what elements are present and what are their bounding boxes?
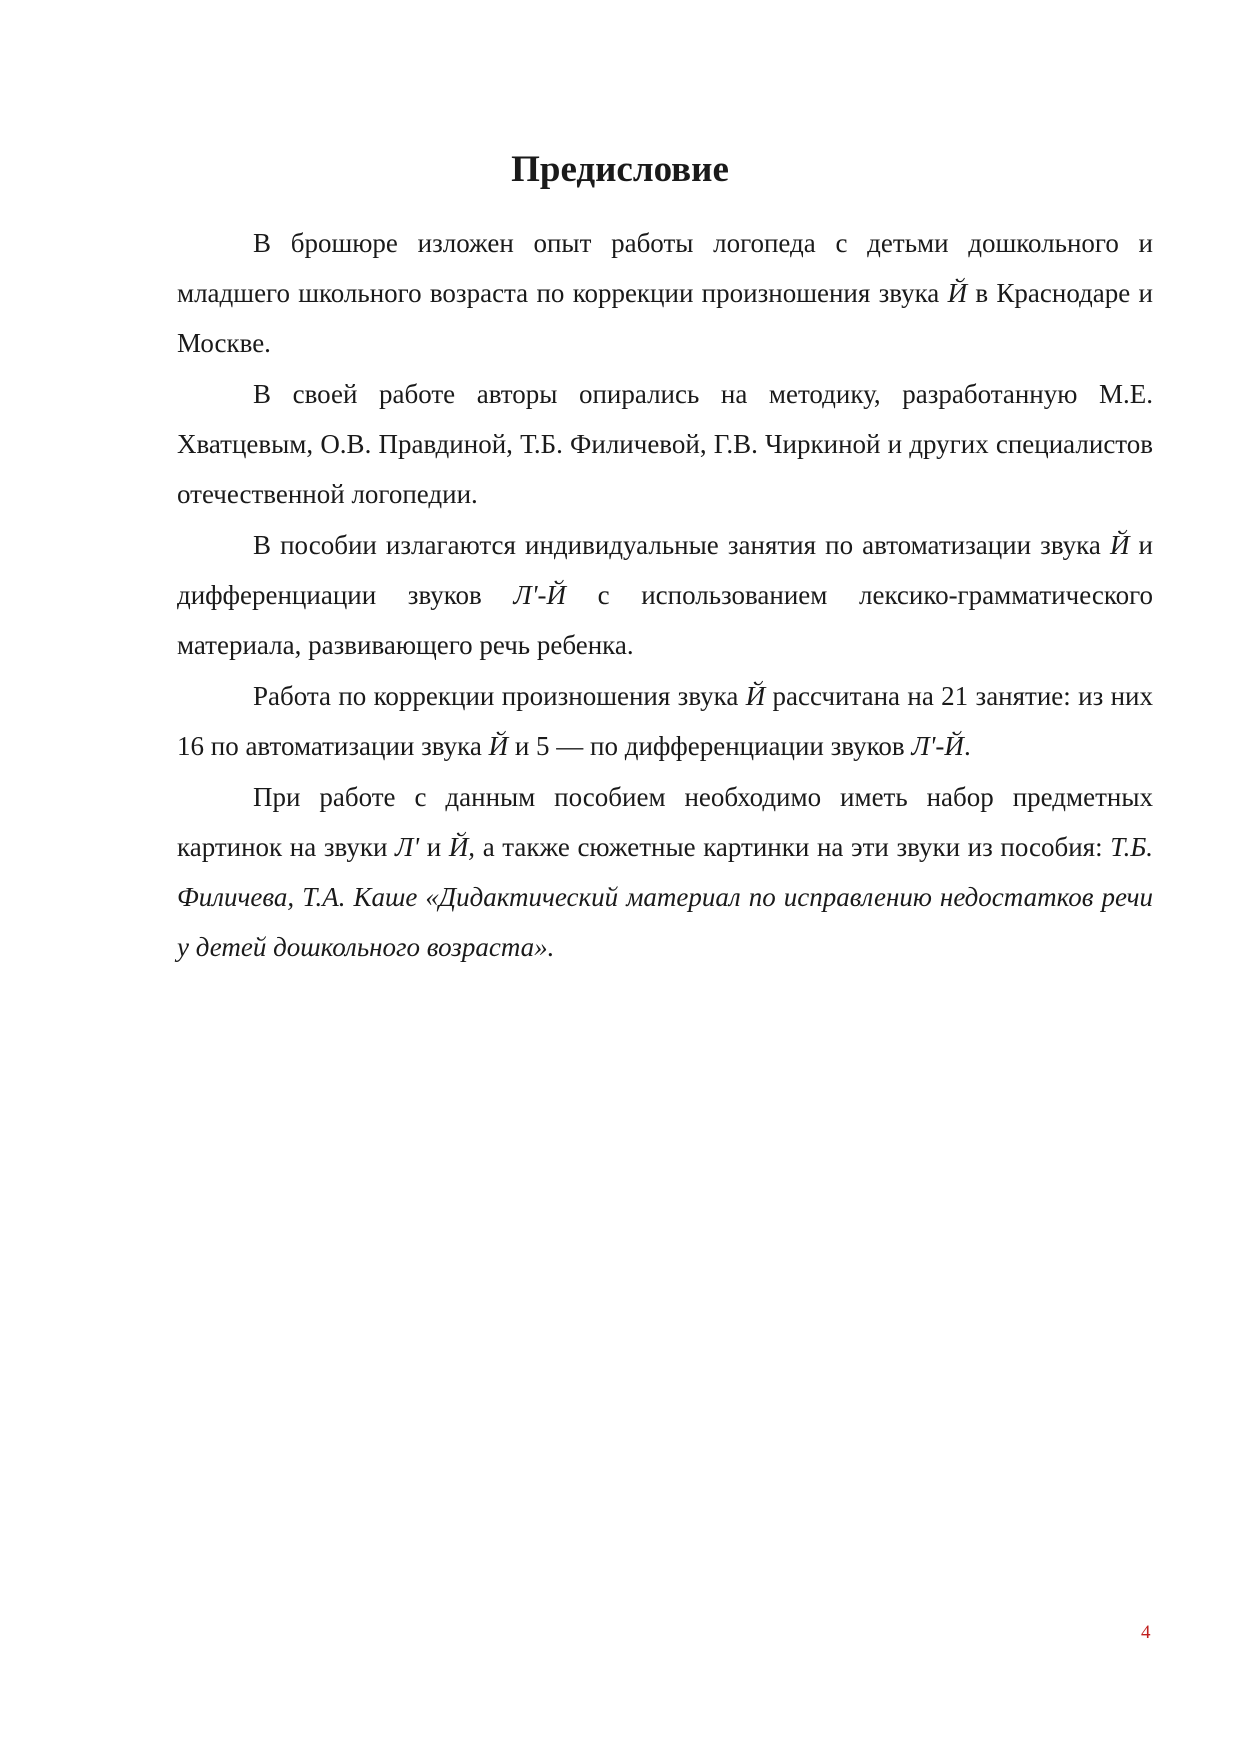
sound-pair: Л'-Й <box>911 731 964 761</box>
text-span: В брошюре изложен опыт работы логопеда с детьми дошкольного и младшего школьного возраста по коррекции произношения звука <box>177 228 1153 308</box>
sound-letter: Й <box>947 278 968 308</box>
text-span: и <box>419 832 449 862</box>
sound-pair: Л'-Й <box>513 580 566 610</box>
paragraph-brochure-intro <box>177 218 1153 368</box>
page-number: 4 <box>1141 1622 1151 1643</box>
paragraph-lessons <box>177 520 1153 670</box>
paragraph-methodology <box>177 369 1153 519</box>
text-span: При работе с данным пособием необходимо иметь набор предметных картинок на звуки <box>177 782 1153 862</box>
preface-body <box>177 218 1153 972</box>
text-span: В пособии излагаются индивидуальные занятия по автоматизации звука <box>253 530 1110 560</box>
sound-letter: Й <box>488 731 509 761</box>
sound-letter: Й, <box>448 832 476 862</box>
sound-letter: Й <box>745 681 766 711</box>
text-span: в Краснодаре и Москве. <box>177 278 1153 358</box>
sound-letter: Й <box>1109 530 1130 560</box>
text-span: и дифференциации звуков <box>177 530 1153 610</box>
page-title: Предисловие <box>511 149 729 190</box>
text-span: В своей работе авторы опирались на методику, разработанную М.Е. Хватцевым, О.В. Правдиной, Т.Б. Филичевой, Г.В. Чиркиной и других специалистов отечественной логопедии. <box>177 379 1153 509</box>
text-span: рассчитана на 21 занятие: из них 16 по автоматизации звука <box>177 681 1153 761</box>
sound-letter: Л' <box>395 832 420 862</box>
text-span: и 5 — по дифференциации звуков <box>508 731 912 761</box>
text-span: с использованием лексико-грамматического материала, развивающего речь ребенка. <box>177 580 1154 660</box>
paragraph-lesson-count <box>177 671 1153 771</box>
text-span: а также сюжетные картинки на эти звуки из пособия: <box>475 832 1111 862</box>
text-span: . <box>963 731 971 761</box>
paragraph-materials <box>177 772 1153 972</box>
text-span: Работа по коррекции произношения звука <box>253 681 746 711</box>
book-reference: Т.Б. Филичева, Т.А. Каше «Дидактический материал по исправлению недостатков речи у детей дошкольного возраста». <box>177 832 1153 962</box>
